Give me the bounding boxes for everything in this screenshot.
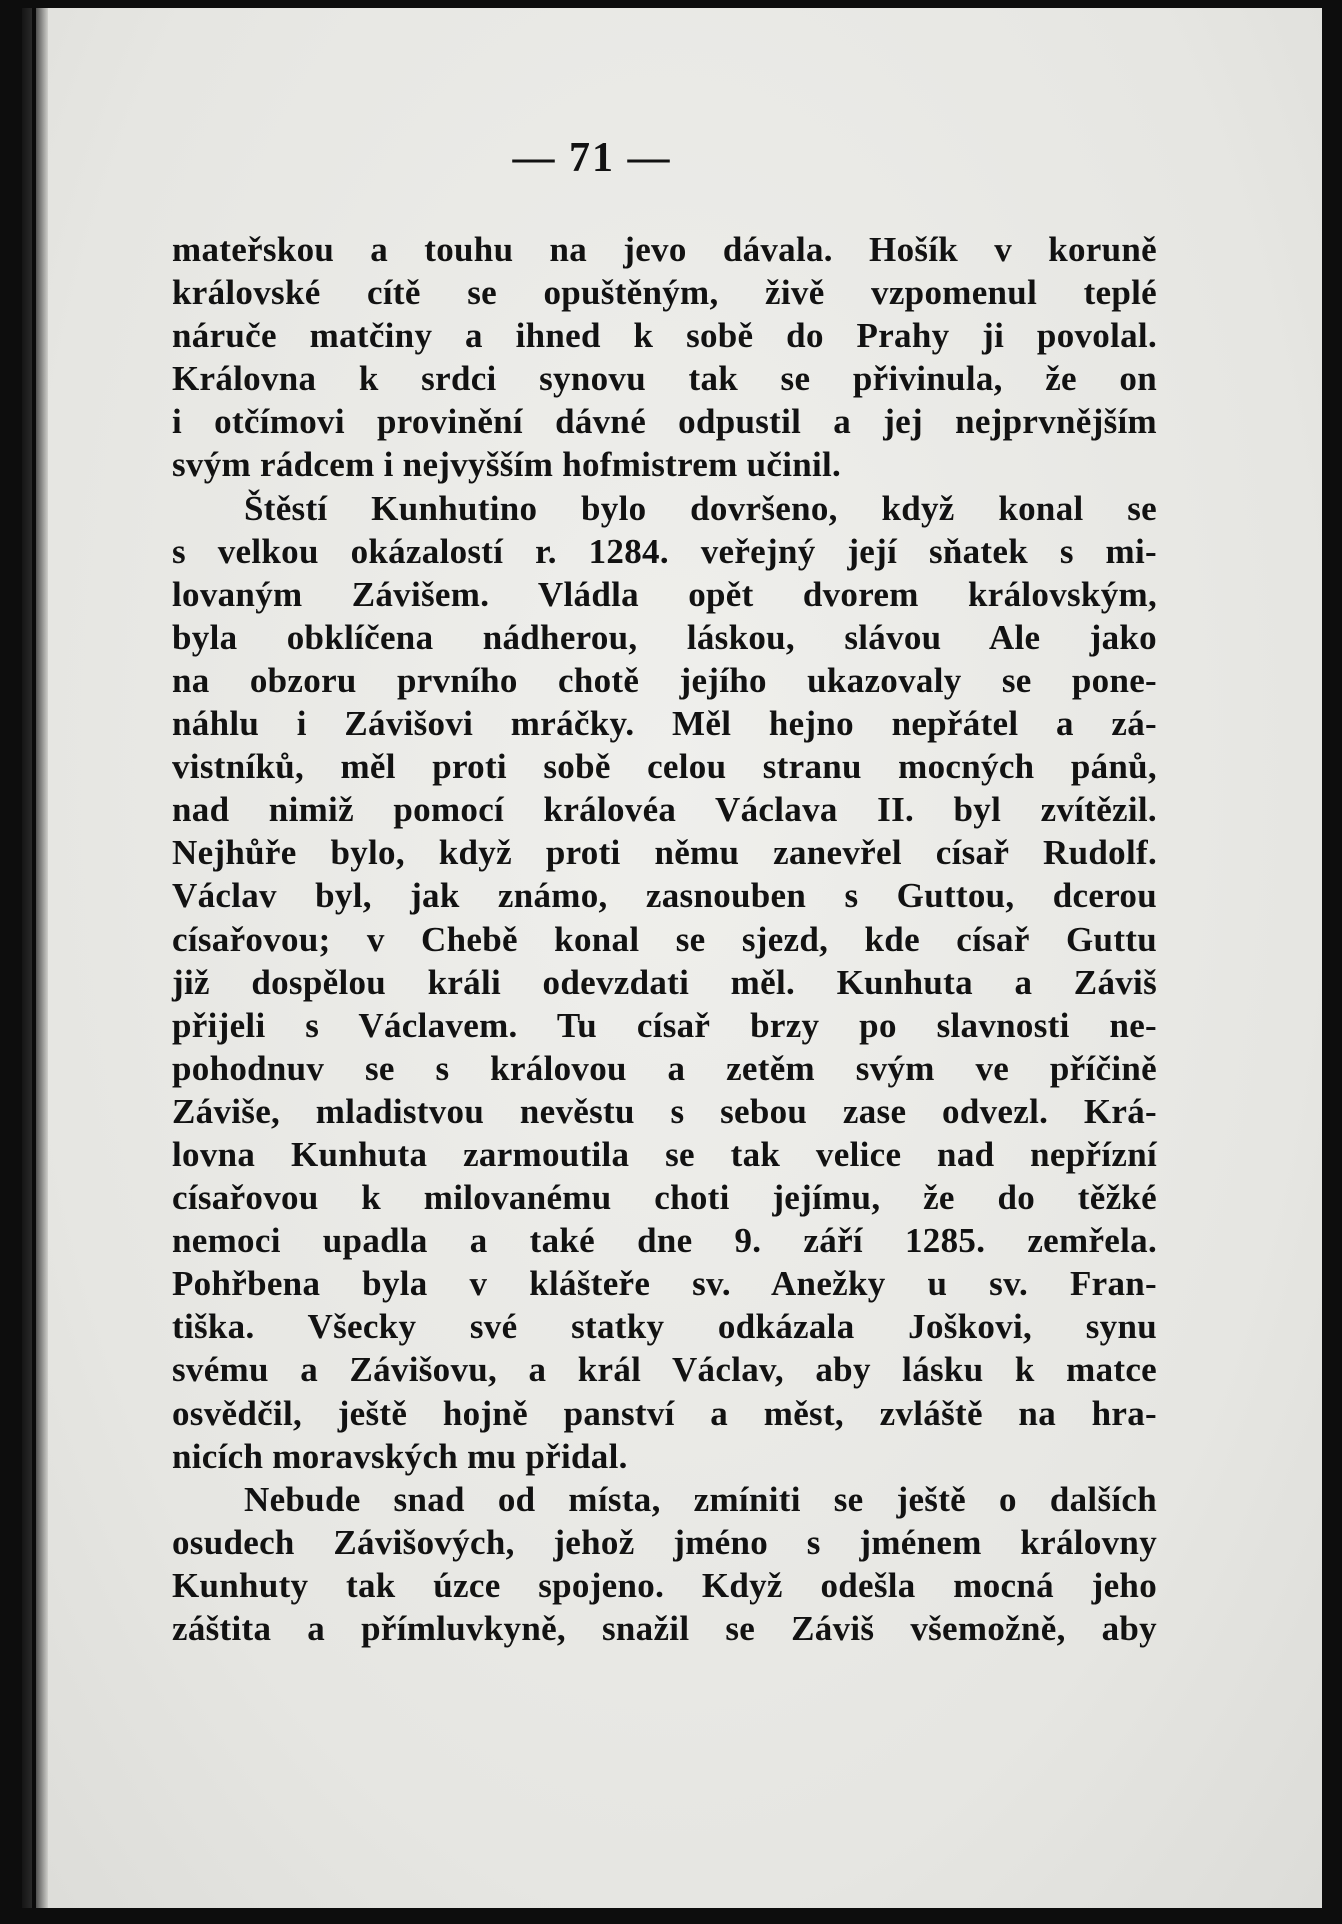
text-line: Nejhůře bylo, když proti němu zanevřel císař Rudolf. bbox=[172, 833, 1157, 873]
body-text bbox=[172, 228, 1157, 1650]
text-line: Pohřbena byla v klášteře sv. Anežky u sv. Fran- bbox=[172, 1264, 1157, 1304]
text-line: Štěstí Kunhutino bylo dovršeno, když konal se bbox=[244, 488, 1157, 528]
text-line: Záviše, mladistvou nevěstu s sebou zase odvezl. Krá- bbox=[172, 1091, 1157, 1131]
text-line: lovna Kunhuta zarmoutila se tak velice nad nepřízní bbox=[172, 1134, 1157, 1174]
text-line: byla obklíčena nádherou, láskou, slávou Ale jako bbox=[172, 617, 1157, 657]
text-line: svým rádcem i nejvyšším hofmistrem učinil. bbox=[172, 445, 842, 485]
text-line: osvědčil, ještě hojně panství a měst, zvláště na hra- bbox=[172, 1393, 1157, 1433]
text-line: Nebude snad od místa, zmíniti se ještě o dalších bbox=[244, 1479, 1157, 1519]
text-line: královské cítě se opuštěným, živě vzpomenul teplé bbox=[172, 273, 1157, 313]
page-number: — 71 — bbox=[512, 135, 672, 181]
book-spine bbox=[22, 8, 48, 1908]
text-line: nemoci upadla a také dne 9. září 1285. zemřela. bbox=[172, 1221, 1157, 1261]
text-line: nicích moravských mu přidal. bbox=[172, 1436, 628, 1476]
text-line: lovaným Závišem. Vládla opět dvorem královským, bbox=[172, 574, 1157, 614]
text-line: mateřskou a touhu na jevo dávala. Hošík v koruně bbox=[172, 230, 1157, 269]
text-line: pohodnuv se s královou a zetěm svým ve příčině bbox=[172, 1048, 1157, 1088]
text-line: Kunhuty tak úzce spojeno. Když odešla mocná jeho bbox=[172, 1565, 1157, 1605]
text-line: Královna k srdci synovu tak se přivinula, že on bbox=[172, 359, 1157, 399]
book-page bbox=[22, 8, 1322, 1908]
text-line: na obzoru prvního chotě jejího ukazovaly se pone- bbox=[172, 660, 1157, 700]
text-line: i otčímovi provinění dávné odpustil a jej nejprvnějším bbox=[172, 402, 1157, 442]
text-line: vistníků, měl proti sobě celou stranu mocných pánů, bbox=[172, 747, 1157, 787]
text-line: svému a Závišovu, a král Václav, aby lásku k matce bbox=[172, 1350, 1157, 1390]
text-line: císařovou k milovanému choti jejímu, že do těžké bbox=[172, 1178, 1157, 1218]
text-line: náruče matčiny a ihned k sobě do Prahy ji povolal. bbox=[172, 316, 1157, 356]
text-line: přijeli s Václavem. Tu císař brzy po slavnosti ne- bbox=[172, 1005, 1157, 1045]
binding-thread bbox=[32, 8, 36, 1908]
text-line: Václav byl, jak známo, zasnouben s Guttou, dcerou bbox=[172, 876, 1157, 916]
text-line: záštita a přímluvkyně, snažil se Záviš všemožně, aby bbox=[172, 1609, 1157, 1648]
text-line: císařovou; v Chebě konal se sjezd, kde císař Guttu bbox=[172, 919, 1157, 959]
text-line: náhlu i Závišovi mráčky. Měl hejno nepřátel a zá- bbox=[172, 704, 1157, 744]
text-line: nad nimiž pomocí královéa Václava II. byl zvítězil. bbox=[172, 790, 1157, 830]
text-line: již dospělou králi odevzdati měl. Kunhuta a Záviš bbox=[172, 962, 1157, 1002]
text-block bbox=[172, 128, 1157, 1650]
text-line: s velkou okázalostí r. 1284. veřejný její sňatek s mi- bbox=[172, 531, 1157, 571]
text-line: tiška. Všecky své statky odkázala Joškovi, synu bbox=[172, 1307, 1157, 1347]
text-line: osudech Závišových, jehož jméno s jménem královny bbox=[172, 1522, 1157, 1562]
